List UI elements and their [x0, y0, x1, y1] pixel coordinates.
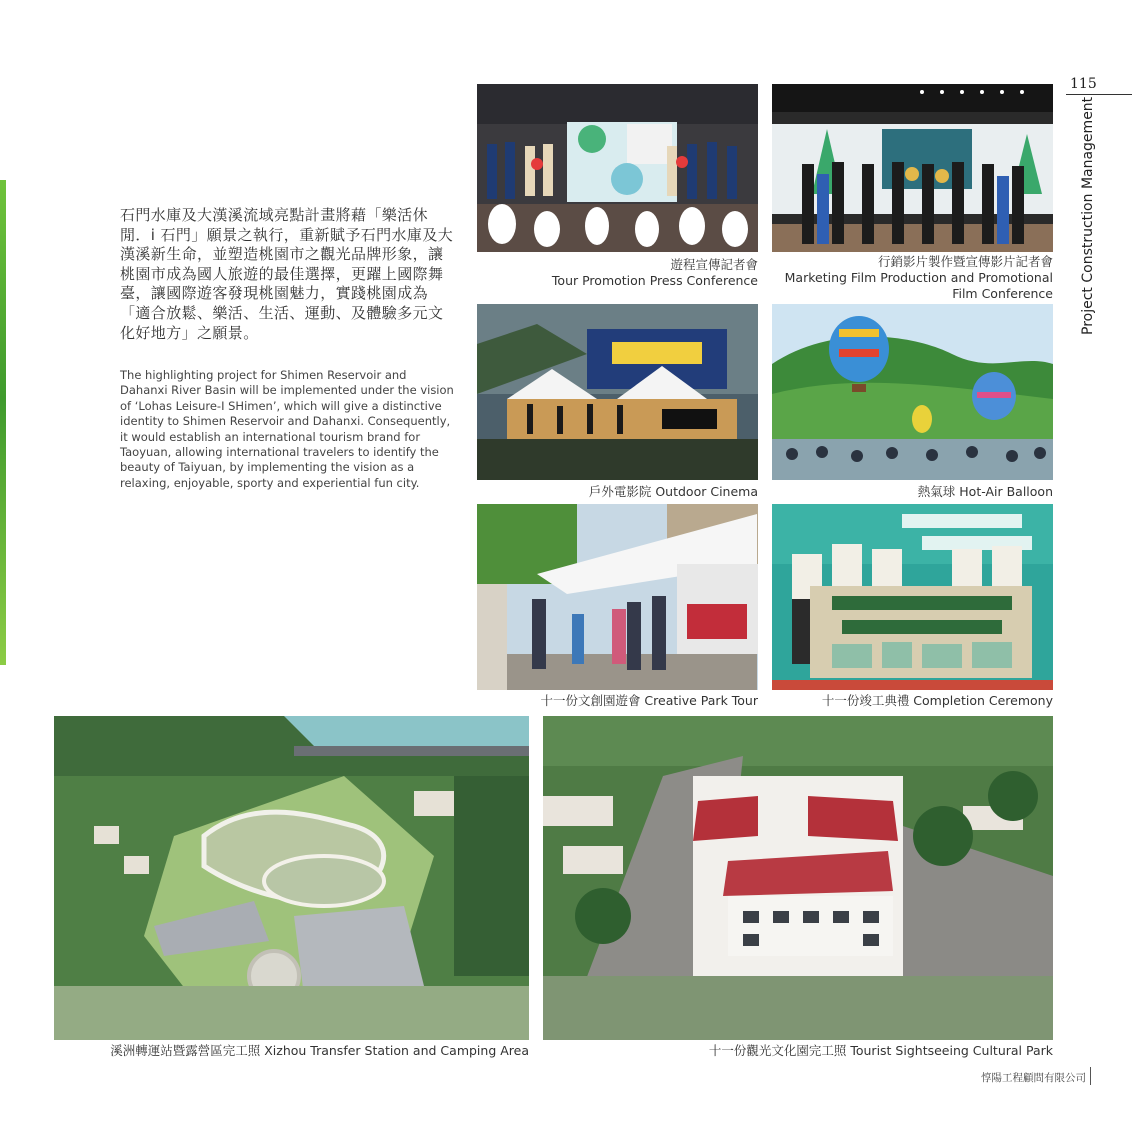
- side-accent-stripe: [0, 180, 6, 665]
- completion-ceremony-caption: 十一份竣工典禮 Completion Ceremony: [821, 693, 1053, 708]
- hot-air-balloon-caption: 熱氣球 Hot-Air Balloon: [917, 484, 1053, 499]
- outdoor-cinema-caption: 戶外電影院 Outdoor Cinema: [588, 484, 758, 499]
- intro-english-paragraph: The highlighting project for Shimen Reservoir and Dahanxi River Basin will be implemented under the vision of ‘Lohas Leisure-I SHimen’, which will give a distinctive identity to Shimen Reservoir and Dahanxi. Consequently, it would establish an international tourism brand for Taoyuan, allowing international travelers to identify the beauty of Taiyuan, by implementing the vision as a relaxing, enjoyable, sporty and experiential fun city.: [120, 368, 454, 490]
- press-conference-photo: [477, 84, 758, 252]
- cultural-park-caption: 十一份觀光文化園完工照 Tourist Sightseeing Cultural Park: [708, 1043, 1053, 1058]
- hot-air-balloon-photo: [772, 304, 1053, 480]
- footer-company-name: 惇陽工程顧問有限公司: [981, 1072, 1086, 1084]
- creative-park-tour-caption: 十一份文創園遊會 Creative Park Tour: [540, 693, 758, 708]
- outdoor-cinema-photo: [477, 304, 758, 480]
- film-conference-caption-en-2: Film Conference: [952, 286, 1053, 301]
- page-number: 115: [1070, 76, 1097, 92]
- footer-divider: [1090, 1067, 1091, 1085]
- cultural-park-photo: [543, 716, 1053, 1040]
- completion-ceremony-photo: [772, 504, 1053, 690]
- film-conference-caption-zh: 行銷影片製作暨宣傳影片記者會: [877, 254, 1053, 269]
- press-conference-caption-zh: 遊程宣傳記者會: [670, 257, 758, 272]
- film-conference-photo: [772, 84, 1053, 252]
- xizhou-transfer-station-photo: [54, 716, 529, 1040]
- creative-park-tour-photo: [477, 504, 758, 690]
- film-conference-caption-en-1: Marketing Film Production and Promotional: [784, 270, 1053, 285]
- section-title: Project Construction Management: [1080, 96, 1096, 335]
- press-conference-caption-en: Tour Promotion Press Conference: [551, 273, 758, 288]
- intro-chinese-paragraph: 石門水庫及大漢溪流域亮點計畫將藉「樂活休閒．i 石門」願景之執行，重新賦予石門水庫及大漢溪新生命，並塑造桃園市之觀光品牌形象，讓桃園市成為國人旅遊的最佳選擇，更躍上國際舞臺，讓國際遊客發現桃園魅力，實踐桃園成為「適合放鬆、樂活、生活、運動、及體驗多元文化好地方」之願景。: [120, 206, 454, 342]
- xizhou-transfer-station-caption: 溪洲轉運站暨露營區完工照 Xizhou Transfer Station and Camping Area: [110, 1043, 529, 1058]
